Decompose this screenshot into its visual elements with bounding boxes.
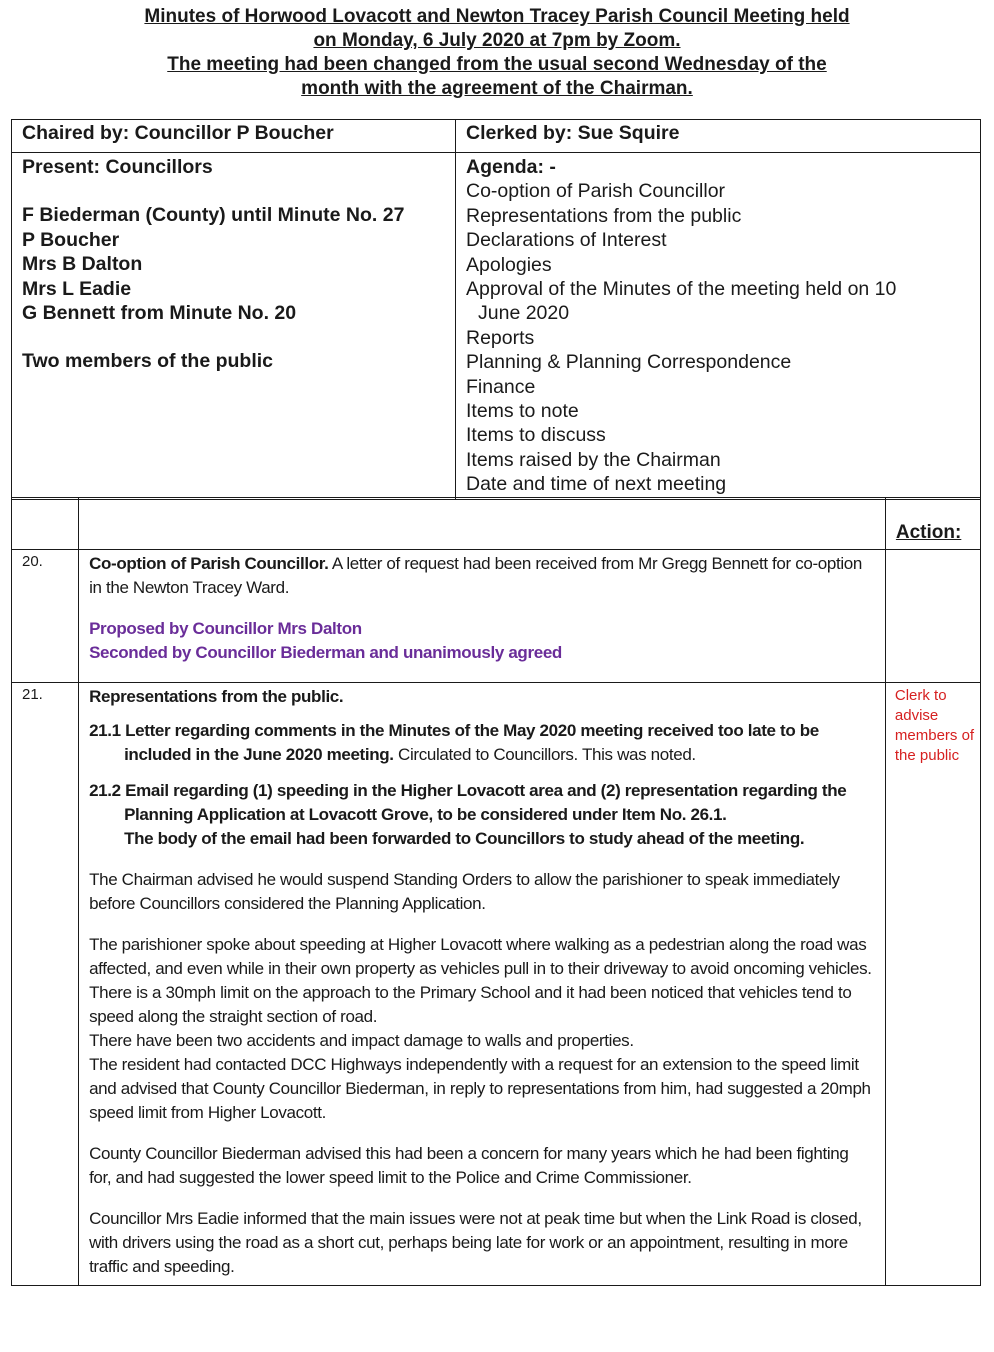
agenda-item: Representations from the public xyxy=(466,204,742,227)
seconded-line: Seconded by Councillor Biederman and unanimously agreed xyxy=(89,643,562,662)
members-of-public: Two members of the public xyxy=(22,350,273,373)
item-21-body xyxy=(79,683,886,1286)
title-line-2: on Monday, 6 July 2020 at 7pm by Zoom. xyxy=(313,30,681,51)
sub-item-21-2: 21.2 Email regarding (1) speeding in the Higher Lovacott area and (2) representation regarding the Planning Application at Lovacott Grove, to be considered under Item No. 26.1. xyxy=(89,781,847,824)
item-21-action: Clerk to advise members of the public xyxy=(885,683,980,1286)
header-blank-num xyxy=(12,498,79,550)
paragraph: The parishioner spoke about speeding at Higher Lovacott where walking as a pedestrian along the road was affected, and even while in their own property as vehicles pull in to their driveway to avoid oncoming vehicles. xyxy=(89,935,872,978)
agenda-item: Finance xyxy=(466,375,536,398)
present-member: F Biederman (County) until Minute No. 27 xyxy=(22,204,405,227)
action-column-header: Action: xyxy=(885,498,980,550)
agenda-item: Apologies xyxy=(466,253,552,276)
agenda-item: Date and time of next meeting xyxy=(466,473,727,496)
agenda-item: Planning & Planning Correspondence xyxy=(466,351,792,374)
sub-item-note: The body of the email had been forwarded to Councillors to study ahead of the meeting. xyxy=(124,829,805,848)
paragraph: There is a 30mph limit on the approach to the Primary School and it had been noticed that vehicles tend to speed along the straight section of road. xyxy=(89,983,852,1026)
header-table xyxy=(11,119,981,500)
paragraph: The Chairman advised he would suspend Standing Orders to allow the parishioner to speak immediately before Councillors considered the Planning Application. xyxy=(89,870,840,913)
item-20-action xyxy=(885,550,980,683)
present-member: Mrs L Eadie xyxy=(22,277,132,300)
minutes-table xyxy=(11,497,981,1286)
agenda-item: June 2020 xyxy=(478,302,570,325)
item-heading: Co-option of Parish Councillor. xyxy=(89,554,329,573)
paragraph: County Councillor Biederman advised this had been a concern for many years which he had been fighting for, and had suggested the lower speed limit to the Police and Crime Commissioner. xyxy=(89,1144,849,1187)
title-line-4: month with the agreement of the Chairman. xyxy=(301,78,693,99)
title-line-1: Minutes of Horwood Lovacott and Newton Tracey Parish Council Meeting held xyxy=(144,6,850,27)
agenda-item: Items to discuss xyxy=(466,424,606,447)
item-number: 21. xyxy=(12,683,79,1286)
proposed-line: Proposed by Councillor Mrs Dalton xyxy=(89,619,362,638)
sub-item-21-1 xyxy=(89,719,875,767)
item-heading: Representations from the public. xyxy=(89,687,344,706)
present-member: Mrs B Dalton xyxy=(22,253,143,276)
agenda-item: Items to note xyxy=(466,400,579,423)
agenda-item: Declarations of Interest xyxy=(466,229,667,252)
present-member: P Boucher xyxy=(22,228,120,251)
item-20-body xyxy=(79,550,886,683)
agenda-cell xyxy=(456,153,981,500)
agenda-label: Agenda: - xyxy=(466,156,556,178)
agenda-item: Co-option of Parish Councillor xyxy=(466,180,726,203)
agenda-item: Items raised by the Chairman xyxy=(466,448,721,471)
title-line-3: The meeting had been changed from the usual second Wednesday of the xyxy=(167,54,827,75)
present-label: Present: Councillors xyxy=(22,156,213,178)
agenda-item: Approval of the Minutes of the meeting held on 10 xyxy=(466,278,897,301)
item-text: A letter of request had been received from Mr Gregg Bennett for co-option in the Newton Tracey Ward. xyxy=(89,554,863,597)
chaired-by: Chaired by: Councillor P Boucher xyxy=(12,120,456,153)
header-blank-body xyxy=(79,498,886,550)
sub-item-title: 21.1 Letter regarding comments in the Minutes of the May 2020 meeting received too late to be included in the June 2020 meeting. xyxy=(89,721,819,764)
paragraph: The resident had contacted DCC Highways independently with a request for an extension to the speed limit and advised that County Councillor Biederman, in reply to representations from him, had suggested a 20mph speed limit from Higher Lovacott. xyxy=(89,1055,871,1122)
paragraph: Councillor Mrs Eadie informed that the main issues were not at peak time but when the Link Road is closed, with drivers using the road as a short cut, perhaps being late for work or an appointment, resulting in more traffic and speeding. xyxy=(89,1209,862,1276)
present-cell xyxy=(12,153,456,500)
present-member: G Bennett from Minute No. 20 xyxy=(22,302,297,325)
sub-item-text: Circulated to Councillors. This was noted. xyxy=(393,745,696,764)
agenda-item: Reports xyxy=(466,326,535,349)
paragraph: There have been two accidents and impact damage to walls and properties. xyxy=(89,1031,634,1050)
item-number: 20. xyxy=(12,550,79,683)
clerked-by: Clerked by: Sue Squire xyxy=(456,120,981,153)
document-title xyxy=(0,5,994,101)
